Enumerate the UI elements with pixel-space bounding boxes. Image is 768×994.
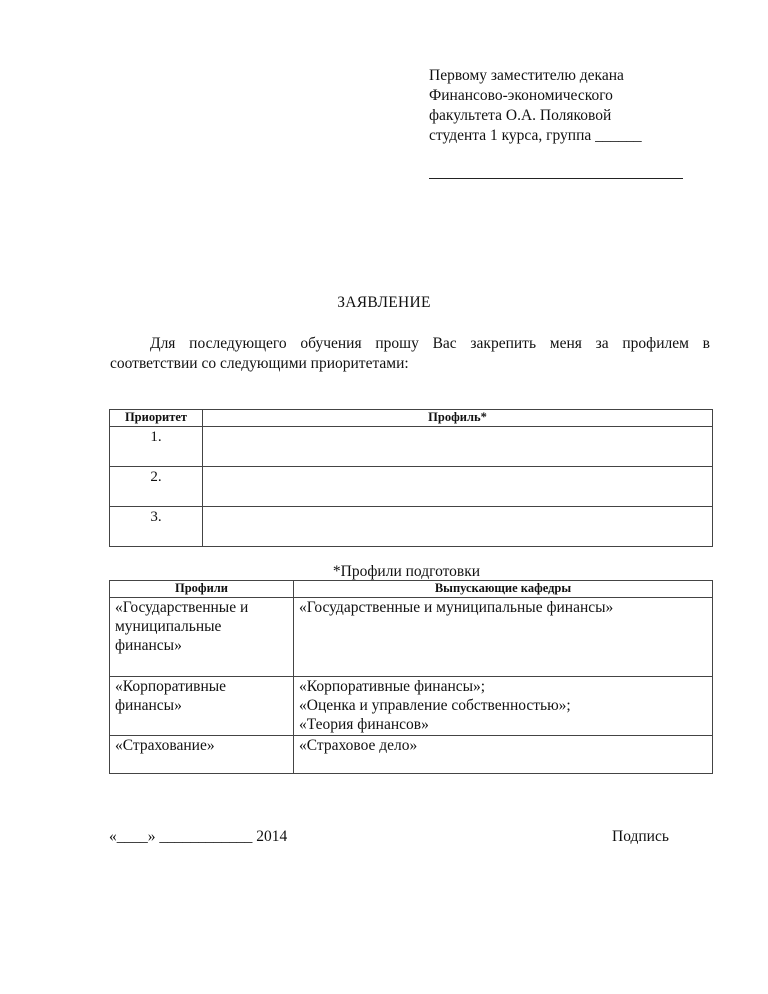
profiles-caption: *Профили подготовки — [332, 563, 481, 580]
profile-entry-cell — [203, 427, 713, 467]
department-line: «Оценка и управление собственностью»; — [299, 697, 571, 714]
profile-name-line: «Страхование» — [115, 737, 215, 754]
addressee-block — [429, 66, 642, 146]
department-line: «Страховое дело» — [299, 737, 418, 754]
departments-cell — [294, 598, 713, 677]
table-row — [110, 677, 713, 736]
department-line: «Теория финансов» — [299, 716, 429, 733]
table-row — [110, 427, 713, 467]
profile-name-line: «Государственные и — [115, 599, 249, 616]
priority-number: 1. — [110, 427, 203, 467]
profile-name-line: муниципальные — [115, 618, 222, 635]
profile-name-cell — [110, 736, 294, 774]
priority-table-header — [110, 410, 713, 427]
document-title: ЗАЯВЛЕНИЕ — [337, 294, 431, 311]
profile-column-header: Профиль* — [203, 410, 713, 427]
table-row — [110, 598, 713, 677]
profile-name-cell — [110, 677, 294, 736]
profiles-table — [109, 580, 713, 774]
priority-number: 2. — [110, 467, 203, 507]
profile-name-line: финансы» — [115, 637, 182, 654]
profile-name-cell — [110, 598, 294, 677]
departments-cell — [294, 677, 713, 736]
profile-entry-cell — [203, 507, 713, 547]
intro-paragraph: Для последующего обучения прошу Вас закрепить меня за профилем в соответствии со следующими приоритетами: — [110, 335, 710, 372]
table-row — [110, 507, 713, 547]
addressee-line: студента 1 курса, группа ______ — [429, 127, 642, 144]
addressee-line: Финансово-экономического — [429, 87, 613, 104]
table-row — [110, 736, 713, 774]
table-row — [110, 467, 713, 507]
addressee-line: Первому заместителю декана — [429, 67, 624, 84]
priority-number: 3. — [110, 507, 203, 547]
profile-name-line: финансы» — [115, 697, 182, 714]
profile-entry-cell — [203, 467, 713, 507]
profiles-column-header: Профили — [110, 581, 294, 598]
department-line: «Государственные и муниципальные финансы» — [299, 599, 614, 616]
date-field: «____» ____________ 2014 — [109, 828, 288, 845]
student-name-blank-line — [429, 166, 683, 179]
profile-name-line: «Корпоративные — [115, 678, 227, 695]
priority-table — [109, 409, 713, 547]
signature-label: Подпись — [612, 828, 669, 845]
addressee-line: факультета О.А. Поляковой — [429, 107, 612, 124]
departments-column-header: Выпускающие кафедры — [294, 581, 713, 598]
priority-column-header: Приоритет — [110, 410, 203, 427]
departments-cell — [294, 736, 713, 774]
department-line: «Корпоративные финансы»; — [299, 678, 486, 695]
profiles-table-header — [110, 581, 713, 598]
